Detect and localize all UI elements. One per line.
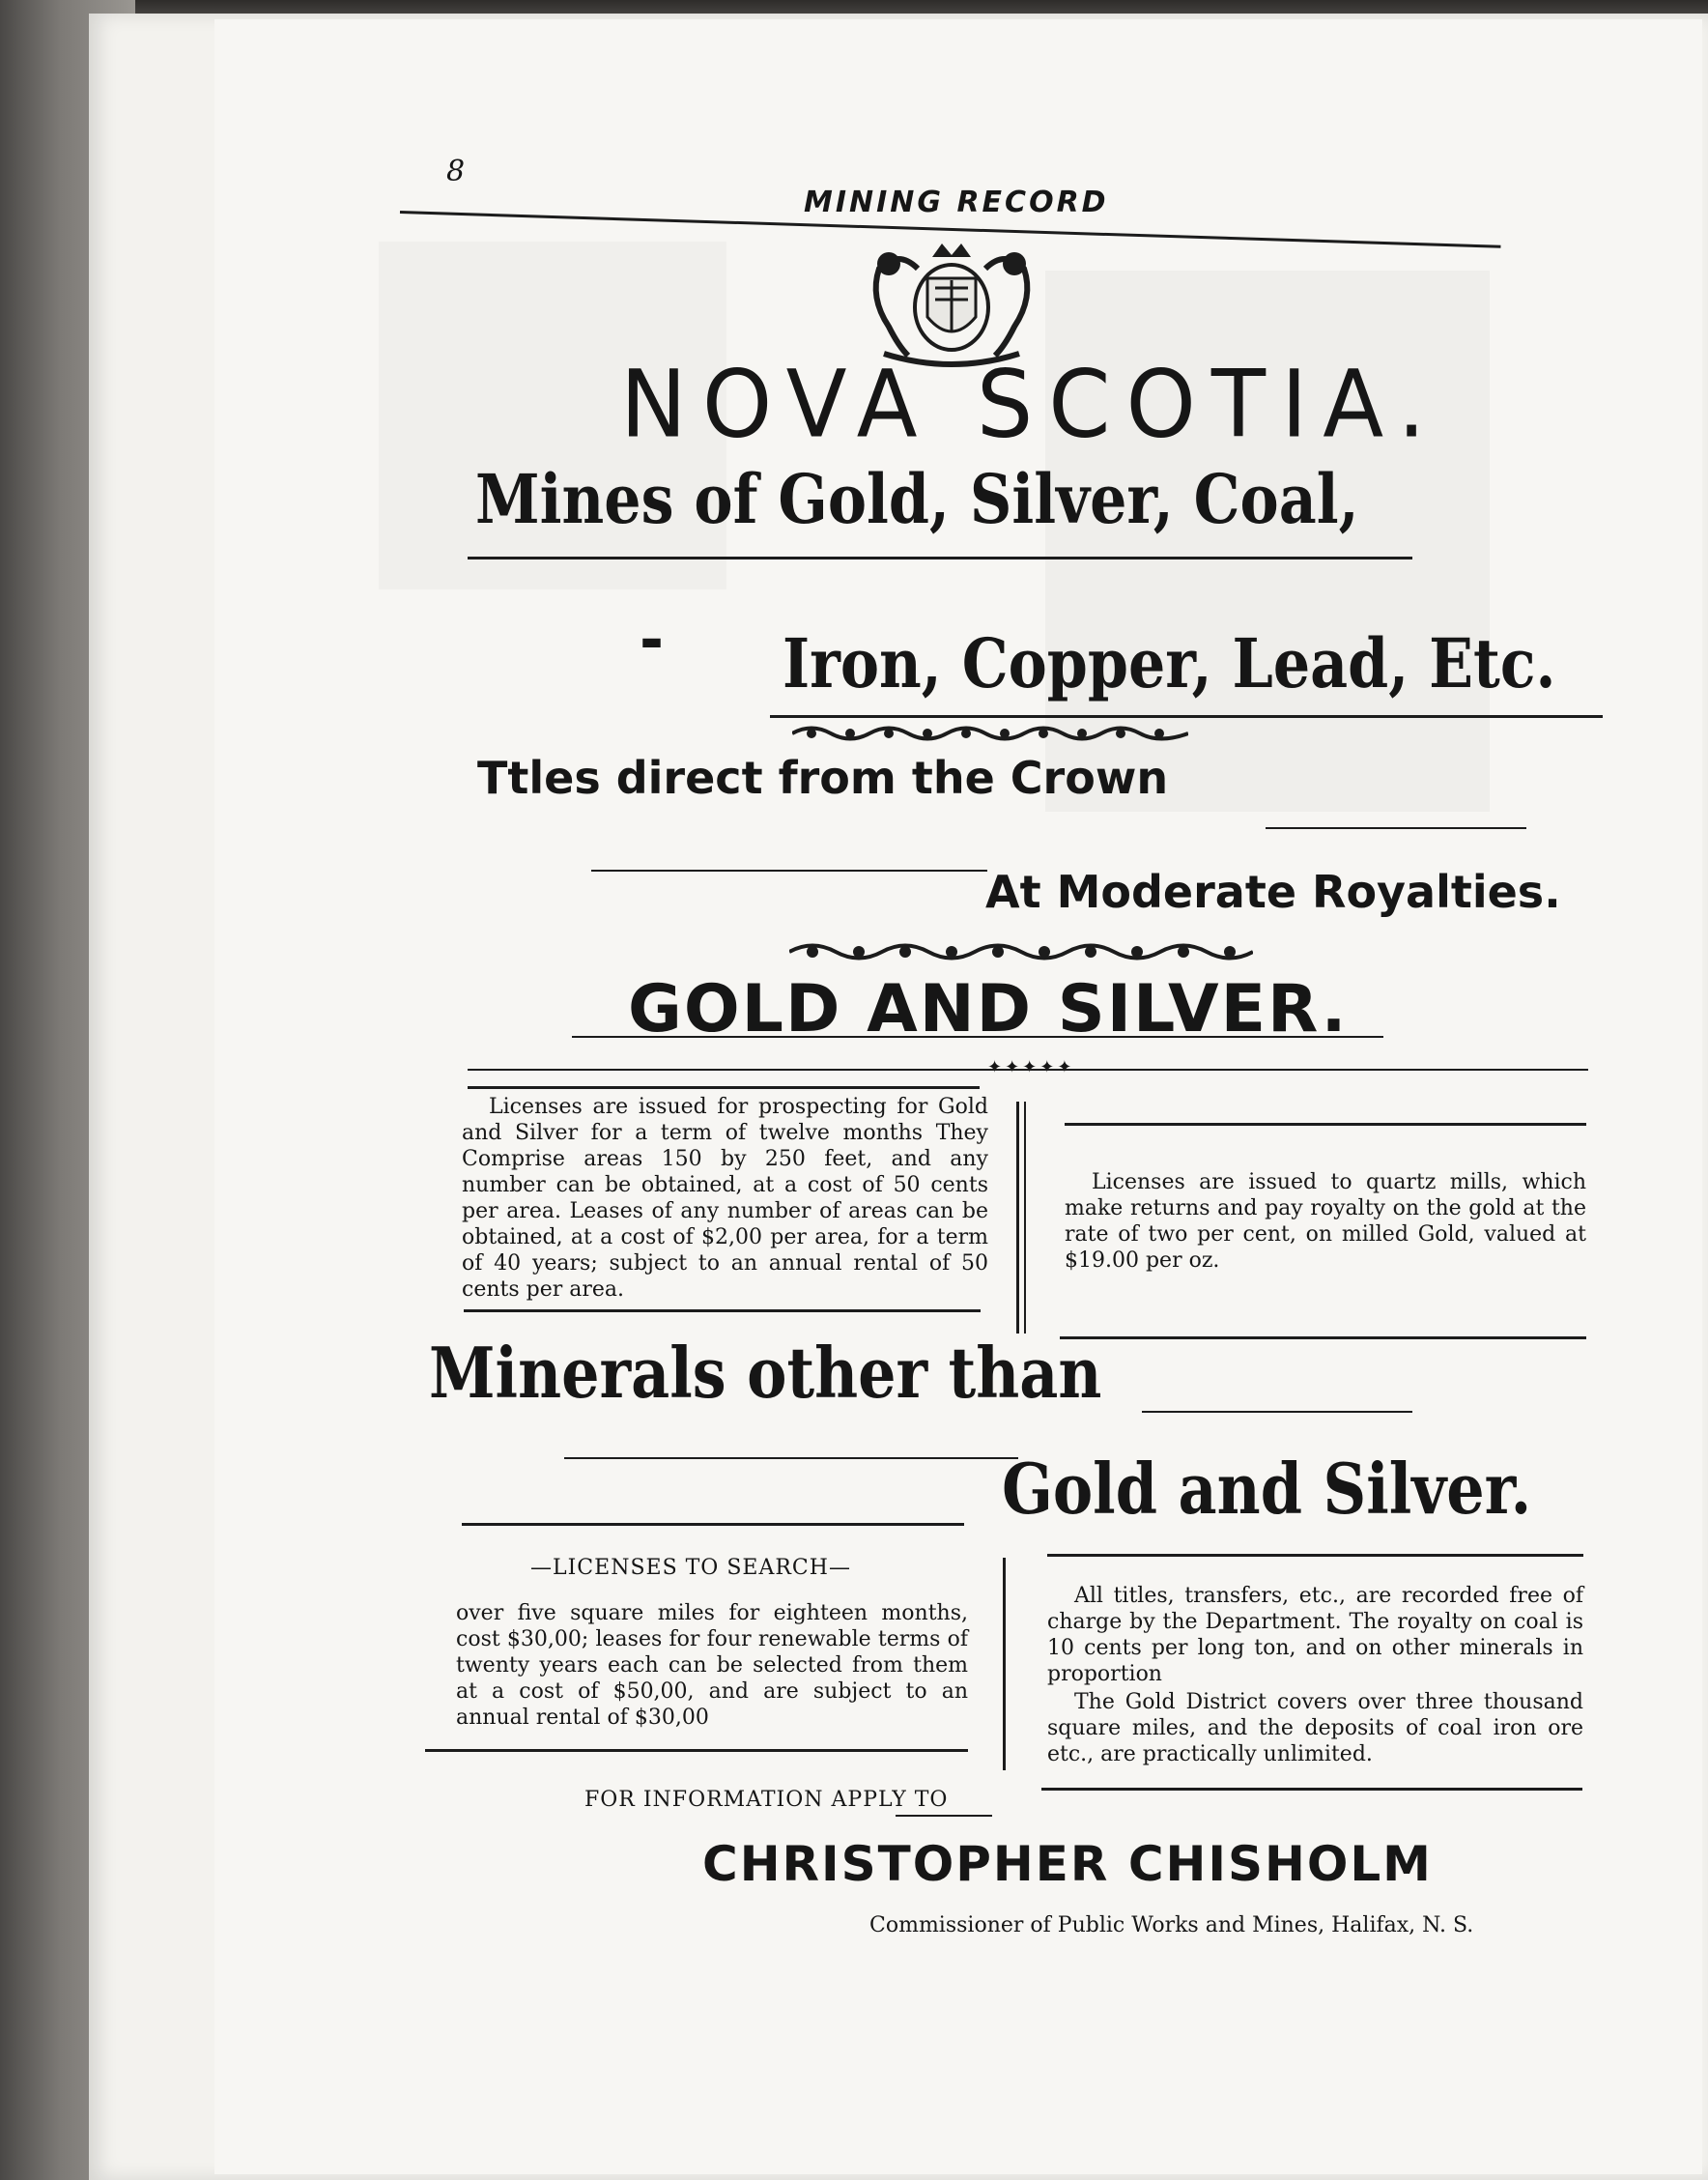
gold-right-top-rule — [1065, 1123, 1586, 1126]
minerals-right-top-rule — [1047, 1554, 1583, 1557]
minerals-left-bottom-rule — [425, 1749, 968, 1752]
floral-ornament-icon — [789, 939, 1253, 964]
commissioner-title: Commissioner of Public Works and Mines, Halifax, N. S. — [869, 1913, 1474, 1937]
headline-dash: - — [640, 597, 664, 677]
gold-column-divider — [1016, 1102, 1019, 1334]
minerals-rule-2 — [564, 1457, 1018, 1459]
floral-ornament-icon — [792, 723, 1188, 744]
gold-silver-heading: GOLD AND SILVER. — [628, 971, 1349, 1047]
minerals-rule-1 — [1142, 1411, 1412, 1413]
headline-rule-2 — [770, 715, 1603, 718]
headline-line-2: Iron, Copper, Lead, Etc. — [783, 623, 1556, 703]
page-sheet — [89, 14, 1708, 2180]
headline-line-1: Mines of Gold, Silver, Coal, — [475, 459, 1359, 539]
gold-heading-underline — [468, 1069, 1588, 1071]
gold-right-bottom-rule — [1060, 1336, 1586, 1339]
royalties-rule — [591, 870, 987, 872]
minerals-heading-line-2: Gold and Silver. — [1002, 1448, 1532, 1530]
gold-column-divider — [1024, 1102, 1026, 1334]
minerals-right-bottom-rule — [1041, 1788, 1582, 1791]
gold-left-paragraph: Licenses are issued for prospecting for Gold and Silver for a term of twelve months They Comprise areas 150 by 250 feet, and any number can be obtained, at a cost of 50 cents per area. Leases of any number of areas can be obtained, at a cost of $2,00 per area, for a term of 40 years; subject to an annual rental of 50 cents per area. — [462, 1095, 988, 1302]
page-number: 8 — [446, 155, 466, 188]
minerals-column-divider — [1003, 1558, 1006, 1770]
gold-left-top-rule — [468, 1086, 980, 1089]
minerals-right-paragraph-1: All titles, transfers, etc., are recorded free of charge by the Department. The royalty on coal is 10 cents per long ton, and on other minerals in proportion — [1047, 1584, 1583, 1686]
headline-rule-1 — [468, 557, 1412, 559]
minerals-heading-line-1: Minerals other than — [429, 1332, 1102, 1414]
star-row-ornament-icon: ✦✦✦✦✦ — [987, 1057, 1075, 1077]
page-title: NOVA SCOTIA. — [620, 350, 1441, 459]
gold-right-paragraph: Licenses are issued to quartz mills, which make returns and pay royalty on the gold at the rate of two per cent, on milled Gold, valued at $19.00 per oz. — [1065, 1170, 1586, 1273]
minerals-left-top-rule — [462, 1523, 964, 1526]
page-surface — [214, 19, 1702, 2174]
running-head: MINING RECORD — [804, 186, 1109, 219]
commissioner-name: CHRISTOPHER CHISHOLM — [702, 1836, 1433, 1892]
info-rule — [896, 1815, 992, 1817]
crown-line: Ttles direct from the Crown — [477, 752, 1169, 804]
royalties-line: At Moderate Royalties. — [985, 866, 1561, 918]
gold-heading-rule — [572, 1036, 1383, 1038]
gold-left-bottom-rule — [464, 1309, 981, 1312]
minerals-right-paragraph-2: The Gold District covers over three thousand square miles, and the deposits of coal iron ore etc., are practically unlimited. — [1047, 1690, 1583, 1766]
licenses-to-search-subheading: —LICENSES TO SEARCH— — [530, 1556, 851, 1580]
info-line: FOR INFORMATION APPLY TO — [584, 1788, 949, 1812]
crown-rule — [1266, 827, 1526, 829]
minerals-left-paragraph: over five square miles for eighteen months, cost $30,00; leases for four renewable terms of twenty years each can be selected from them at a cost of $50,00, and are subject to an annual rental of $30,00 — [456, 1601, 968, 1730]
